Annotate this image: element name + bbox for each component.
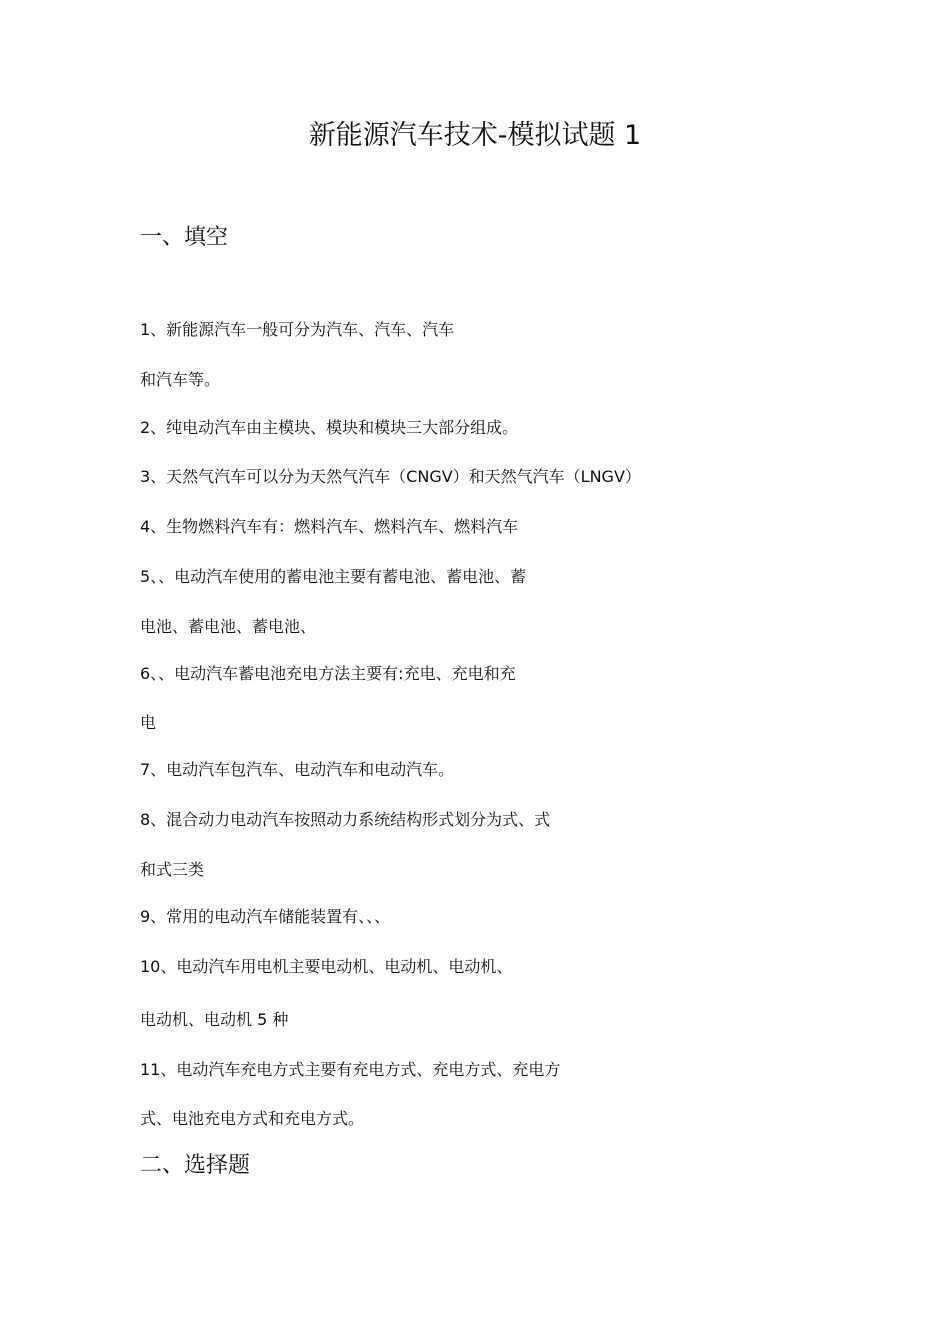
question-6-line-2: 电	[140, 713, 157, 732]
question-10-line-1: 10、电动汽车用电机主要电动机、电动机、电动机、	[140, 957, 513, 976]
document-title: 新能源汽车技术-模拟试题 1	[308, 120, 642, 151]
question-6-line-1: 6、、电动汽车蓄电池充电方法主要有:充电、充电和充	[140, 664, 516, 683]
question-2: 2、纯电动汽车由主模块、模块和模块三大部分组成。	[140, 418, 519, 437]
question-7: 7、电动汽车包汽车、电动汽车和电动汽车。	[140, 760, 455, 779]
question-5-line-2: 电池、蓄电池、蓄电池、	[140, 617, 317, 636]
question-11-line-2: 式、电池充电方式和充电方式。	[140, 1109, 365, 1128]
question-1-line-1: 1、新能源汽车一般可分为汽车、汽车、汽车	[140, 320, 455, 339]
question-8-line-1: 8、混合动力电动汽车按照动力系统结构形式划分为式、式	[140, 810, 551, 829]
question-8-line-2: 和式三类	[140, 860, 205, 879]
question-5-line-1: 5、、电动汽车使用的蓄电池主要有蓄电池、蓄电池、蓄	[140, 567, 527, 586]
question-9: 9、常用的电动汽车储能装置有、、、	[140, 907, 391, 926]
question-11-line-1: 11、电动汽车充电方式主要有充电方式、充电方式、充电方	[140, 1060, 561, 1079]
section-heading-fill-in: 一、填空	[140, 225, 229, 250]
question-10-line-2: 电动机、电动机 5 种	[140, 1010, 289, 1029]
question-3: 3、天然气汽车可以分为天然气汽车（CNGV）和天然气汽车（LNGV）	[140, 467, 641, 486]
section-heading-multiple-choice: 二、选择题	[140, 1153, 251, 1178]
question-4: 4、生物燃料汽车有：燃料汽车、燃料汽车、燃料汽车	[140, 517, 519, 536]
question-1-line-2: 和汽车等。	[140, 370, 221, 389]
